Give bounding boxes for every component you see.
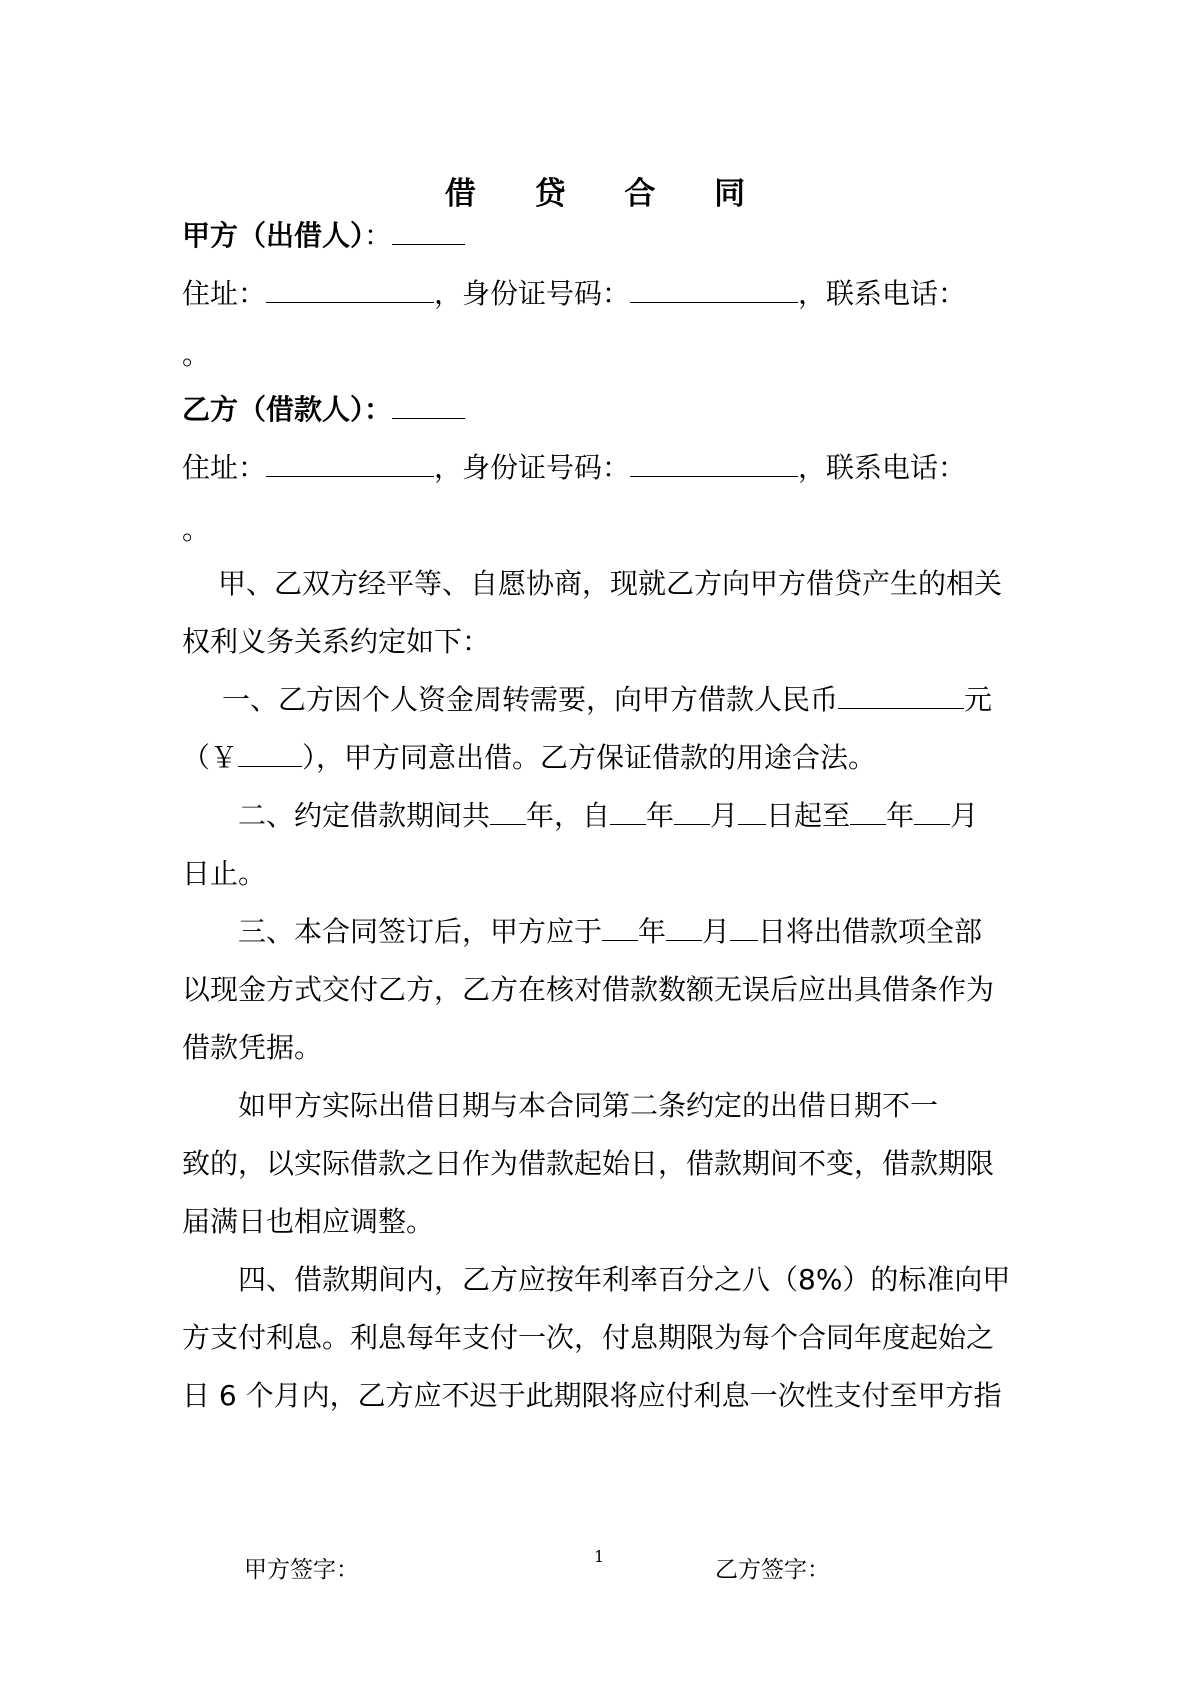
- clause-2-text-a: 二、约定借款期间共: [238, 799, 491, 832]
- clause-3-text-b: 年: [638, 915, 667, 948]
- clause-2-text-d: 月: [710, 799, 739, 832]
- clause-3-text-c: 月: [702, 915, 731, 948]
- clause-1-text-c: （￥: [182, 741, 239, 774]
- end-year-blank[interactable]: [850, 798, 886, 825]
- clause-4-line-2: 方支付利息。利息每年支付一次，付息期限为每个合同年度起始之: [182, 1321, 995, 1354]
- start-day-blank[interactable]: [738, 798, 766, 825]
- loan-years-blank[interactable]: [490, 798, 526, 825]
- clause-2-text-g: 月: [950, 799, 979, 832]
- clause-4-line-3: 日 6 个月内，乙方应不迟于此期限将应付利息一次性支付至甲方指: [182, 1379, 1002, 1412]
- clause-3-line-1: [238, 912, 982, 952]
- party-a-id-label: ，身份证号码：: [434, 277, 631, 310]
- clause-4-line-1: 四、借款期间内，乙方应按年利率百分之八（8%）的标准向甲: [238, 1263, 1011, 1296]
- clause-3-note-line-1: 如甲方实际出借日期与本合同第二条约定的出借日期不一: [238, 1089, 939, 1122]
- clause-2-text-e: 日起至: [766, 799, 851, 832]
- clause-3-note-line-2: 致的，以实际借款之日作为借款起始日，借款期间不变，借款期限: [182, 1147, 995, 1180]
- party-b-end-mark: 。: [182, 513, 211, 546]
- party-b-address-blank[interactable]: [266, 450, 434, 477]
- party-a-colon: ：: [364, 219, 393, 252]
- party-a-address-label: 住址：: [182, 277, 267, 310]
- document-title: 借 贷 合 同: [444, 176, 770, 212]
- clause-1-line-1: [222, 680, 992, 720]
- party-b-heading: 乙方（借款人）：: [182, 393, 393, 426]
- party-a-signature-label: 甲方签字：: [244, 1557, 359, 1583]
- loan-amount-numeric-blank[interactable]: [238, 740, 302, 767]
- clause-2-line-2: 日止。: [182, 857, 267, 890]
- clause-2-text-b: 年，自: [526, 799, 611, 832]
- start-year-blank[interactable]: [610, 798, 646, 825]
- party-b-contact-line: [182, 448, 966, 488]
- party-b-signature-label: 乙方签字：: [715, 1557, 830, 1583]
- party-a-line: [182, 216, 465, 256]
- clause-3-line-2: 以现金方式交付乙方，乙方在核对借款数额无误后应出具借条作为: [182, 973, 995, 1006]
- party-b-id-blank[interactable]: [630, 450, 798, 477]
- party-b-address-label: 住址：: [182, 451, 267, 484]
- party-a-id-blank[interactable]: [630, 276, 798, 303]
- party-a-phone-label: ，联系电话：: [798, 277, 967, 310]
- clause-3-line-3: 借款凭据。: [182, 1031, 323, 1064]
- clause-3-note-line-3: 届满日也相应调整。: [182, 1205, 435, 1238]
- delivery-year-blank[interactable]: [602, 914, 638, 941]
- loan-amount-blank[interactable]: [838, 682, 964, 709]
- party-a-heading: 甲方（出借人）: [182, 219, 365, 252]
- delivery-day-blank[interactable]: [730, 914, 758, 941]
- party-a-address-blank[interactable]: [266, 276, 434, 303]
- start-month-blank[interactable]: [674, 798, 710, 825]
- clause-2-text-c: 年: [646, 799, 675, 832]
- intro-line-2: 权利义务关系约定如下：: [182, 625, 491, 658]
- page-number: 1: [594, 1547, 605, 1566]
- clause-3-text-a: 三、本合同签订后，甲方应于: [238, 915, 603, 948]
- party-b-name-blank[interactable]: [392, 392, 465, 419]
- party-b-id-label: ，身份证号码：: [434, 451, 631, 484]
- party-b-line: [182, 390, 465, 430]
- party-a-contact-line: [182, 274, 966, 314]
- clause-3-text-d: 日将出借款项全部: [758, 915, 983, 948]
- clause-1-text-a: 一、乙方因个人资金周转需要，向甲方借款人民币: [222, 683, 839, 716]
- party-a-name-blank[interactable]: [392, 218, 465, 245]
- party-a-end-mark: 。: [182, 338, 211, 371]
- intro-line-1: 甲、乙双方经平等、自愿协商，现就乙方向甲方借贷产生的相关: [218, 567, 1003, 600]
- clause-1-text-d: ），甲方同意出借。乙方保证借款的用途合法。: [302, 741, 877, 774]
- clause-1-text-b: 元: [964, 683, 993, 716]
- end-month-blank[interactable]: [914, 798, 950, 825]
- party-b-phone-label: ，联系电话：: [798, 451, 967, 484]
- clause-1-line-2: [182, 738, 876, 778]
- clause-2-line-1: [238, 796, 978, 836]
- clause-2-text-f: 年: [886, 799, 915, 832]
- delivery-month-blank[interactable]: [666, 914, 702, 941]
